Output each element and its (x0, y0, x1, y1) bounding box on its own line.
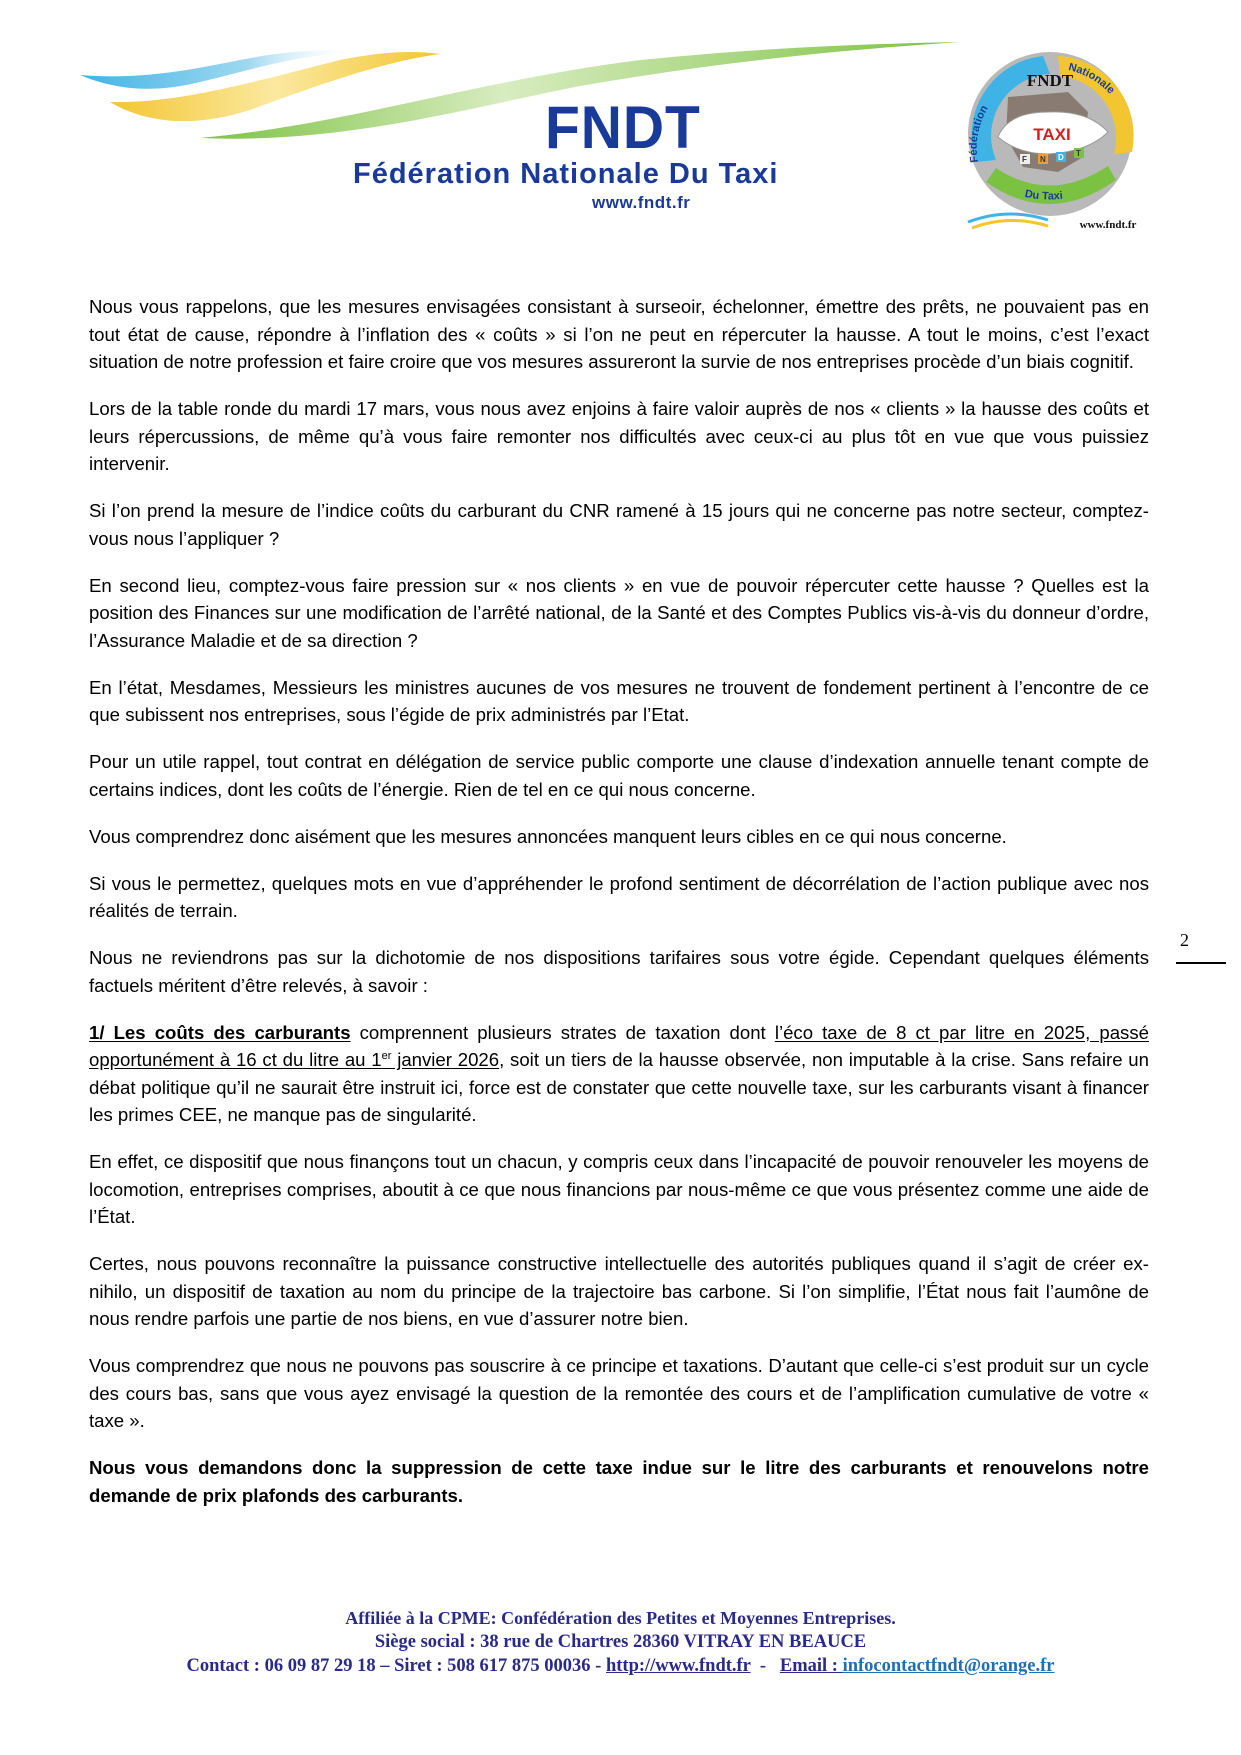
letterhead (0, 0, 1241, 250)
page-number-rule (1176, 962, 1226, 964)
badge-letter-n: N (1040, 155, 1046, 164)
badge-letter-d: D (1058, 153, 1064, 162)
eco-taxe-text: l’éco taxe de 8 ct par litre en 2025, passé opportunément à 16 ct du litre au 1 (89, 1021, 1149, 1070)
logo-swooshes (80, 40, 960, 160)
footer-contact (0, 1654, 1241, 1678)
footer-separator: - (750, 1656, 780, 1676)
fndt-badge-logo (948, 42, 1152, 238)
conclusion-paragraph: Nous vous demandons donc la suppression de cette taxe indue sur le litre des carburants et renouvelons notre demande de prix plafonds des carburants. (89, 1457, 1149, 1506)
badge-top-word: FNDT (1026, 71, 1074, 90)
footer (0, 1606, 1241, 1678)
badge-arc-left: Fédération (967, 103, 991, 164)
footer-address: Siège social : 38 rue de Chartres 28360 VITRAY EN BEAUCE (374, 1632, 867, 1652)
paragraph: En l’état, Mesdames, Messieurs les ministres aucunes de vos mesures ne trouvent de fondement pertinent à l’encontre de ce que subissent nos entreprises, sous l’égide de prix administrés par l’Etat. (89, 676, 1149, 725)
paragraph: Nous vous rappelons, que les mesures envisagées consistant à surseoir, échelonner, émettre des prêts, ne pouvaient pas en tout état de cause, répondre à l’inflation des « coûts » si l’on ne peut en répercuter la hausse. A tout le moins, c’est l’exact situation de notre profession et faire croire que vos mesures assureront la survie de nos entreprises procède d’un biais cognitif. (89, 296, 1149, 372)
paragraph: Nous ne reviendrons pas sur la dichotomie de nos dispositions tarifaires sous votre égide. Cependant quelques éléments factuels méritent d’être relevés, à savoir : (89, 947, 1149, 996)
page-number: 2 (1180, 930, 1189, 950)
paragraph: En second lieu, comptez-vous faire pression sur « nos clients » en vue de pouvoir répercuter cette hausse ? Quelles est la position des Finances sur une modification de l’arrêté national, de la Santé et des Comptes Publics vis-à-vis du donneur d’ordre, l’Assurance Maladie et de sa direction ? (89, 574, 1149, 651)
paragraph: Pour un utile rappel, tout contrat en délégation de service public comporte une clause d’indexation annuelle tenant compte de certains indices, dont les coûts de l’énergie. Rien de tel en ce qui nous concerne. (89, 751, 1149, 800)
badge-taxi-sign: TAXI (1033, 125, 1071, 144)
letter-body (89, 293, 1149, 1529)
badge-arc-bottom: Du Taxi (1023, 187, 1064, 203)
paragraph: Si vous le permettez, quelques mots en vue d’appréhender le profond sentiment de décorrélation de l’action publique avec nos réalités de terrain. (89, 872, 1149, 921)
footer-email-label: Email : (779, 1656, 843, 1676)
carburants-paragraph (89, 1019, 1149, 1129)
footer-website-link[interactable]: http://www.fndt.fr (605, 1656, 751, 1676)
footer-affiliation: Affiliée à la CPME: Confédération des Petites et Moyennes Entreprises. (345, 1608, 896, 1628)
footer-contact-text: Contact : 06 09 87 29 18 – Siret : 508 617 875 00036 - (186, 1656, 606, 1676)
footer-email-link[interactable]: infocontactfndt@orange.fr (842, 1656, 1055, 1676)
paragraph: En effet, ce dispositif que nous finançons tout un chacun, y compris ceux dans l’incapacité de pouvoir renouveler les moyens de locomotion, entreprises comprises, aboutit à ce que nous financions par nous-même ce que vous présentez comme une aide de l’État. (89, 1151, 1149, 1227)
badge-arc-right: Nationale (1067, 61, 1117, 97)
section-heading-carburants: 1/ Les coûts des carburants (89, 1021, 351, 1043)
brand-name: Fédération Nationale Du Taxi (353, 158, 779, 190)
eco-taxe-date: janvier 2026 (391, 1049, 500, 1070)
paragraph: Lors de la table ronde du mardi 17 mars, vous nous avez enjoins à faire valoir auprès de nos « clients » la hausse des coûts et leurs répercussions, de même qu’à vous faire remonter nos difficultés avec ceux-ci au plus tôt en vue que vous puissiez intervenir. (89, 398, 1149, 474)
brand-url: www.fndt.fr (592, 193, 691, 212)
badge-url: www.fndt.fr (1079, 219, 1137, 231)
badge-letter-f: F (1022, 155, 1027, 164)
paragraph: Vous comprendrez que nous ne pouvons pas souscrire à ce principe et taxations. D’autant que celle-ci s’est produit sur un cycle des cours bas, sans que vous ayez envisagé la question de la remontée des cours et de l’amplification cumulative de votre « taxe ». (89, 1355, 1149, 1431)
paragraph: Certes, nous pouvons reconnaître la puissance constructive intellectuelle des autorités publiques quand il s’agit de créer ex-nihilo, un dispositif de taxation au nom du principe de la trajectoire bas carbone. Si l’on simplifie, l’État nous fait l’aumône de nous rendre parfois une partie de nos biens, en vue d’assurer notre bien. (89, 1253, 1149, 1329)
badge-letter-t: T (1076, 149, 1081, 158)
carburants-text-1: comprennent plusieurs strates de taxation dont (350, 1021, 775, 1043)
carburants-text-2: , soit un tiers de la hausse observée, non imputable à la crise. Sans refaire un débat politique qu’il ne saurait être instruit ici, force est de constater que cette nouvelle taxe, sur les carburants visant à financer les primes CEE, ne manque pas de singularité. (89, 1049, 1149, 1125)
superscript-er: er (381, 1050, 392, 1062)
brand-acronym: FNDT (545, 94, 701, 161)
paragraph: Vous comprendrez donc aisément que les mesures annoncées manquent leurs cibles en ce qui nous concerne. (89, 825, 1007, 847)
paragraph: Si l’on prend la mesure de l’indice coûts du carburant du CNR ramené à 15 jours qui ne concerne pas notre secteur, comptez-vous nous l’appliquer ? (89, 500, 1149, 549)
